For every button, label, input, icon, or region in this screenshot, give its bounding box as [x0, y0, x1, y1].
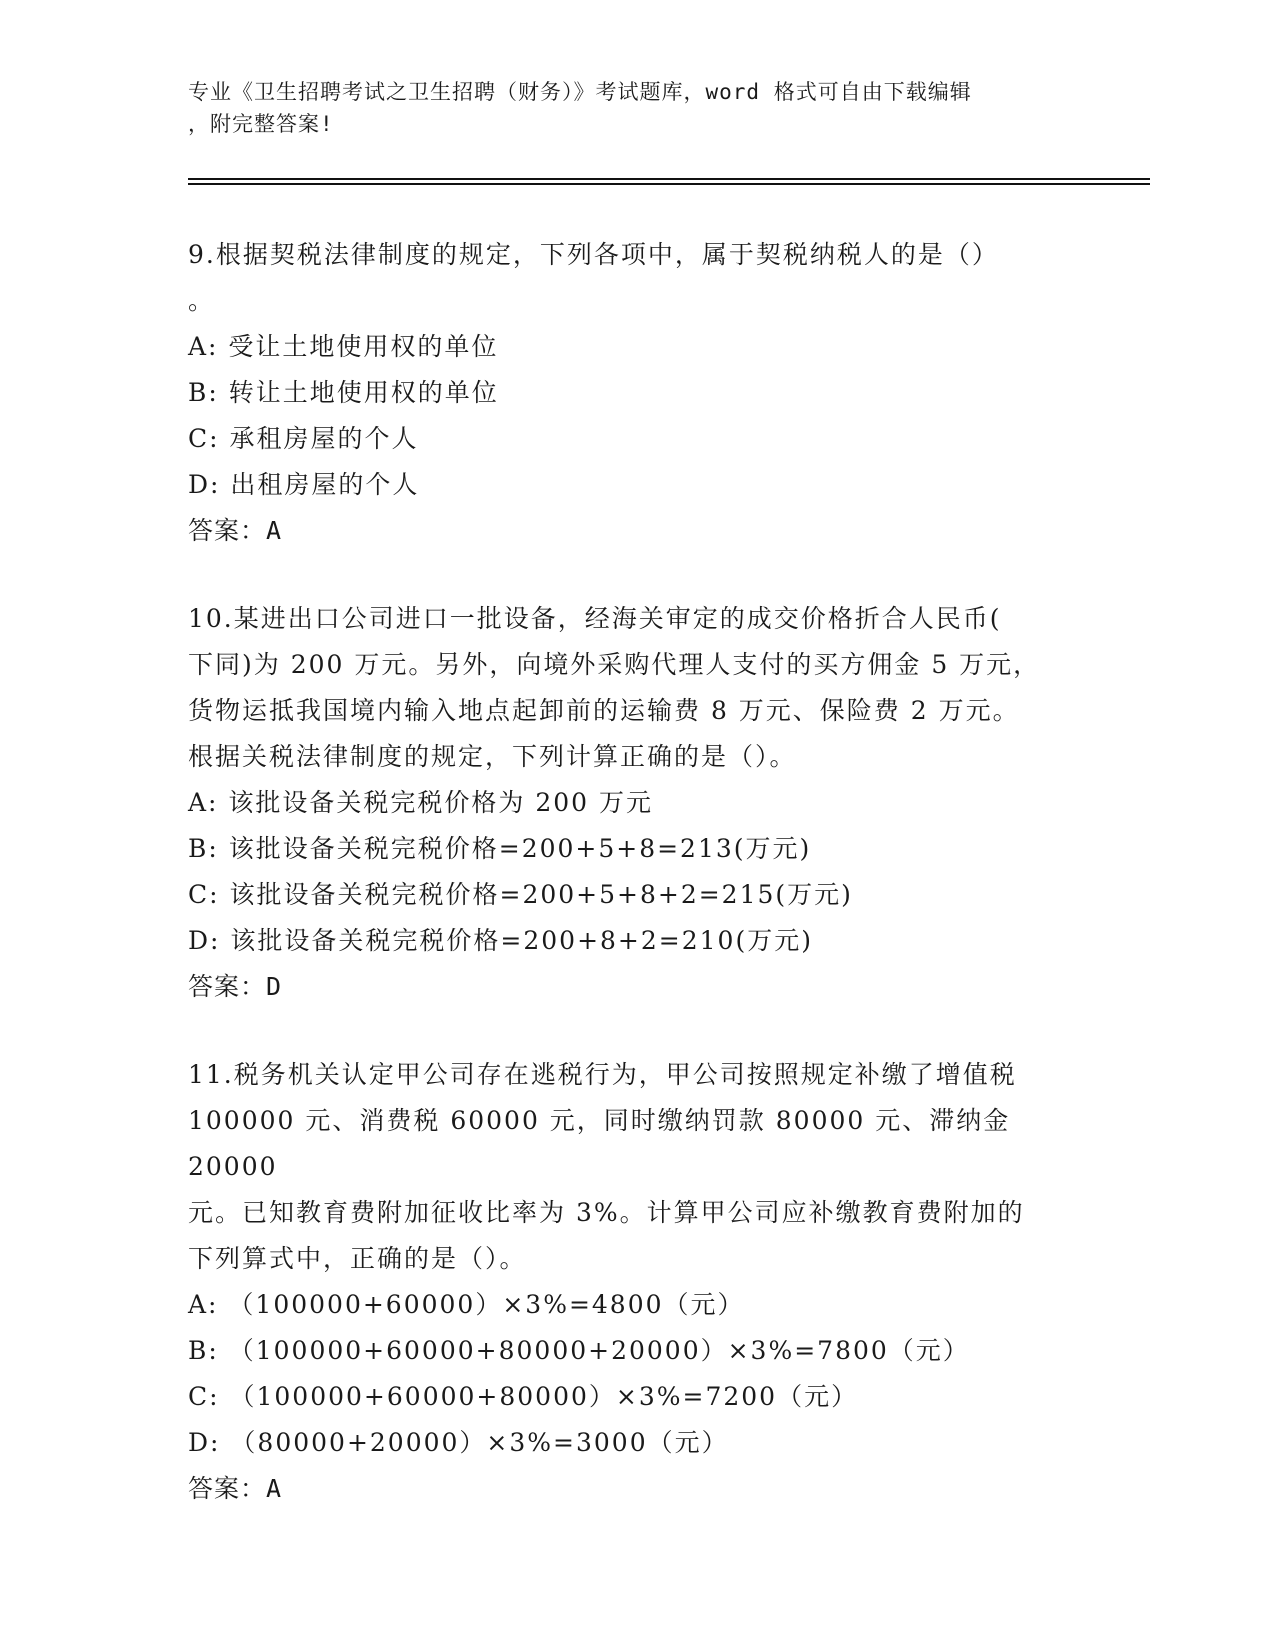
question-stem-line: 元。已知教育费附加征收比率为 3%。计算甲公司应补缴教育费附加的	[188, 1198, 1025, 1227]
answer-label: 答案：A	[188, 1474, 283, 1503]
header-line-1: 专业《卫生招聘考试之卫生招聘（财务）》考试题库，word 格式可自由下载编辑	[188, 80, 972, 104]
answer-label: 答案：A	[188, 516, 283, 545]
document-header	[188, 76, 1068, 140]
option-a: A: （100000+60000）×3%=4800（元）	[188, 1290, 745, 1319]
option-c: C: （100000+60000+80000）×3%=7200（元）	[188, 1382, 859, 1411]
option-a: A: 该批设备关税完税价格为 200 万元	[188, 788, 654, 817]
question-stem-line: 11.税务机关认定甲公司存在逃税行为，甲公司按照规定补缴了增值税	[188, 1060, 1017, 1089]
option-b: B: 该批设备关税完税价格=200+5+8=213(万元)	[188, 834, 812, 863]
option-b: B: 转让土地使用权的单位	[188, 378, 499, 407]
option-c: C: 该批设备关税完税价格=200+5+8+2=215(万元)	[188, 880, 853, 909]
option-d: D: 出租房屋的个人	[188, 470, 420, 499]
option-a: A: 受让土地使用权的单位	[188, 332, 499, 361]
question-stem-line: 根据关税法律制度的规定，下列计算正确的是（）。	[188, 742, 797, 771]
question-stem-line: 100000 元、消费税 60000 元，同时缴纳罚款 80000 元、滞纳金 20000	[188, 1106, 1011, 1181]
question-stem-line: 下同)为 200 万元。另外，向境外采购代理人支付的买方佣金 5 万元，	[188, 650, 1041, 679]
question-stem-line: 9.根据契税法律制度的规定，下列各项中，属于契税纳税人的是（）	[188, 240, 999, 269]
question-stem-line: 。	[188, 286, 216, 315]
option-c: C: 承租房屋的个人	[188, 424, 419, 453]
question-10	[188, 596, 1068, 1010]
question-stem-line: 下列算式中，正确的是（）。	[188, 1244, 527, 1273]
option-b: B: （100000+60000+80000+20000）×3%=7800（元）	[188, 1336, 970, 1365]
header-divider-top	[188, 178, 1150, 180]
header-line-2: ，附完整答案!	[188, 112, 334, 136]
question-11	[188, 1052, 1068, 1512]
question-stem-line: 10.某进出口公司进口一批设备，经海关审定的成交价格折合人民币(	[188, 604, 1002, 633]
option-d: D: （80000+20000）×3%=3000（元）	[188, 1428, 729, 1457]
question-9	[188, 232, 1068, 554]
answer-label: 答案：D	[188, 972, 283, 1001]
question-stem-line: 货物运抵我国境内输入地点起卸前的运输费 8 万元、保险费 2 万元。	[188, 696, 1020, 725]
option-d: D: 该批设备关税完税价格=200+8+2=210(万元)	[188, 926, 813, 955]
header-divider-bottom	[188, 183, 1150, 185]
